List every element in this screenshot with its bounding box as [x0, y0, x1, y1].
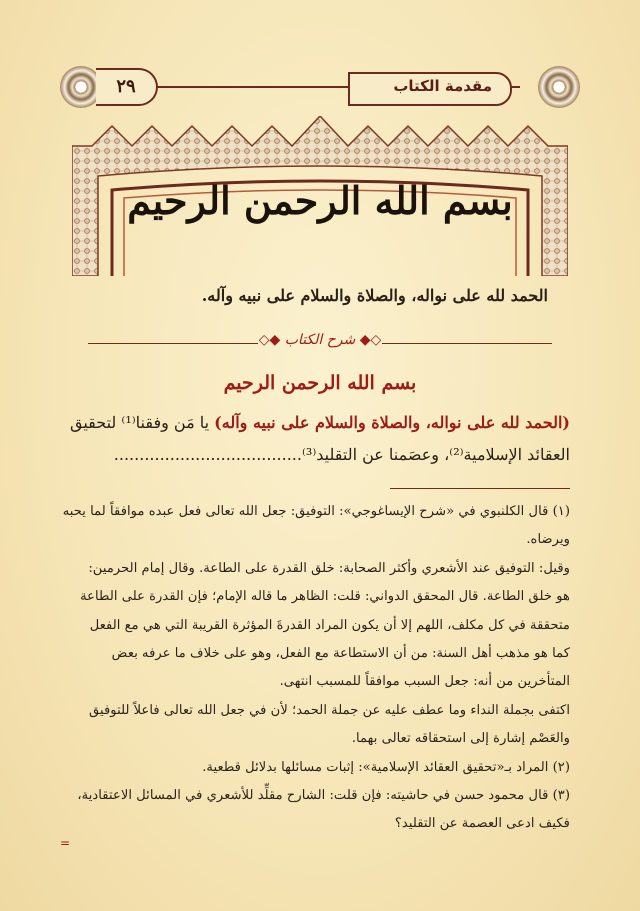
opening-line: الحمد لله على نواله، والصلاة والسلام على نبيه وآله.	[201, 286, 548, 305]
footnote-separator	[390, 488, 570, 489]
footnote-line: اكتفى بجملة النداء وما عطف عليه عن جملة الحمد؛ لأن في جعل الله تعالى فاعلاً للتوفيق	[89, 702, 570, 718]
basmala-calligraphy: بسم الله الرحمن الرحيم	[127, 178, 513, 223]
commentary-line-2: العقائد الإسلامية⁽²⁾، وعصَمنا عن التقليد⁽³⁾.....................................	[113, 445, 570, 464]
footnotes	[58, 498, 570, 839]
footnote-line: وقيل: التوفيق عند الأشعري وأكثر الصحابة: خلق القدرة على الطاعة. وقال إمام الحرمين:	[88, 560, 570, 576]
basmala-heading: بسم الله الرحمن الرحيم	[223, 372, 417, 394]
page-header	[0, 58, 640, 114]
footnote-line: متحققة في كل مكلف، اللهم إلا أن يكون المراد القدرةَ المؤثرة القريبة التي هي مع الفعل	[89, 617, 570, 633]
page-number-tab	[96, 68, 158, 106]
margin-mark: =	[60, 836, 71, 850]
quoted-matn: (الحمد لله على نواله، والصلاة والسلام على نبيه وآله)	[214, 413, 570, 432]
footnote-line: كما هو مذهب أهل السنة: من أن الاستطاعة مع الفعل، وهو على خلاف ما عرفه بعض	[111, 646, 570, 662]
footnote-line: هو خلق الطاعة. قال المحقق الدواني: قلت: الظاهر ما قاله الإمام؛ فإن القدرة على الطاعة	[80, 589, 570, 605]
commentary-text: يا مَن وفقنا⁽¹⁾ لتحقيق	[70, 413, 215, 432]
footnote-line: والعَصْم إشارة إلى استحقاقه تعالى بهما.	[351, 731, 570, 747]
rosette-ornament-icon	[538, 66, 580, 108]
chapter-title: مقدمة الكتاب	[393, 77, 492, 95]
footnote-line: ويرضاه.	[526, 532, 570, 548]
footnote-line: المتأخرين من أنه: جعل السبب موافقاً للمسبب انتهى.	[279, 674, 570, 690]
footnote-line: (٢) المراد بـ«تحقيق العقائد الإسلامية»: إثبات مسائلها بدلائل قطعية.	[202, 759, 570, 775]
footnote-line: فكيف ادعى العصمة عن التقليد؟	[394, 816, 570, 832]
section-divider	[88, 332, 552, 356]
page-number: ٢٩	[116, 76, 136, 97]
commentary-line-1	[70, 408, 570, 438]
section-label: ◇◆ شرح الكتاب ◆◇	[258, 332, 382, 348]
footnote-line: (١) قال الكلنبوي في «شرح الإيساغوجي»: التوفيق: جعل الله تعالى فعل عبده موافقاً لما يحبه	[62, 504, 570, 519]
chapter-title-tab	[348, 72, 512, 106]
footnote-line: (٣) قال محمود حسن في حاشيته: فإن قلت: الشارح مقلِّد للأشعري في المسائل الاعتقادية،	[77, 788, 570, 804]
